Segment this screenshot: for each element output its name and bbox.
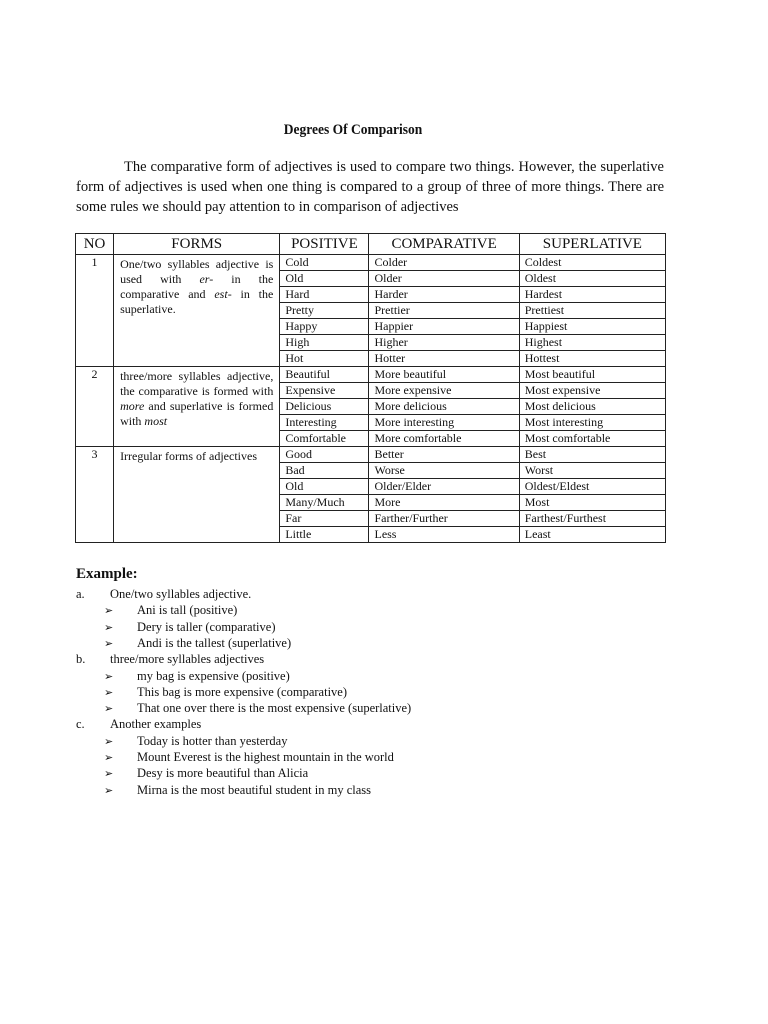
superlative-cell: Most [519, 495, 665, 511]
arrow-bullet-icon: ➢ [104, 637, 114, 650]
positive-cell: Good [280, 447, 369, 463]
superlative-cell: Most comfortable [519, 431, 665, 447]
positive-cell: Delicious [280, 399, 369, 415]
example-item [104, 766, 308, 781]
comparative-cell: Less [369, 527, 519, 543]
superlative-cell: Prettiest [519, 303, 665, 319]
superlative-cell: Best [519, 447, 665, 463]
comparative-cell: Worse [369, 463, 519, 479]
superlative-cell: Least [519, 527, 665, 543]
arrow-bullet-icon: ➢ [104, 752, 114, 764]
positive-cell: High [280, 335, 369, 351]
comparative-cell: More delicious [369, 399, 519, 415]
comparative-cell: Hotter [369, 351, 519, 367]
comparative-cell: More expensive [369, 383, 519, 399]
positive-cell: Bad [280, 463, 369, 479]
superlative-cell: Farthest/Furthest [519, 511, 665, 527]
superlative-cell: Most interesting [519, 415, 665, 431]
example-heading: Example: [76, 566, 138, 582]
positive-cell: Happy [280, 319, 369, 335]
intro-paragraph: The comparative form of adjectives is used to compare two things. However, the superlative form of adjectives is used when one thing is compared to a group of three of more things. There are some rules we should pay attention to in comparison of adjectives [76, 159, 664, 215]
header-positive: POSITIVE [280, 234, 369, 255]
comparative-cell: Better [369, 447, 519, 463]
table-body [76, 255, 666, 543]
example-item [104, 603, 237, 618]
section-letter: a. [76, 587, 85, 601]
example-text: Today is hotter than yesterday [137, 733, 288, 748]
comparative-cell: More beautiful [369, 367, 519, 383]
comparative-cell: More interesting [369, 415, 519, 431]
comparative-cell: Higher [369, 335, 519, 351]
example-text: Mount Everest is the highest mountain in the world [137, 750, 394, 764]
superlative-cell: Most delicious [519, 399, 665, 415]
comparative-cell: Older [369, 271, 519, 287]
table-row [76, 367, 666, 383]
example-item [104, 750, 394, 765]
page-title: Degrees Of Comparison [283, 122, 423, 138]
example-section-label [76, 652, 264, 667]
example-item [104, 783, 371, 798]
positive-cell: Old [280, 271, 369, 287]
example-section-label [76, 587, 251, 602]
arrow-bullet-icon: ➢ [104, 735, 114, 748]
comparative-cell: Harder [369, 287, 519, 303]
superlative-cell: Oldest [519, 271, 665, 287]
positive-cell: Cold [280, 255, 369, 271]
positive-cell: Expensive [280, 383, 369, 399]
comparative-cell: More [369, 495, 519, 511]
example-item [104, 669, 290, 684]
example-section-label [76, 717, 201, 732]
positive-cell: Many/Much [280, 495, 369, 511]
arrow-bullet-icon: ➢ [104, 670, 114, 683]
arrow-bullet-icon: ➢ [104, 605, 114, 618]
form-description: three/more syllables adjective, the comparative is formed with more and superlative is formed with most [114, 367, 280, 447]
positive-cell: Hot [280, 351, 369, 367]
example-text: Ani is tall (positive) [137, 603, 238, 618]
comparative-cell: Happier [369, 319, 519, 335]
comparative-cell: More comfortable [369, 431, 519, 447]
header-no: NO [76, 234, 114, 255]
section-label: Another examples [110, 717, 202, 732]
example-item [104, 734, 287, 749]
positive-cell: Beautiful [280, 367, 369, 383]
positive-cell: Comfortable [280, 431, 369, 447]
example-item [104, 685, 347, 700]
row-number: 3 [76, 447, 114, 543]
table-header-row [76, 234, 666, 255]
comparison-table [75, 233, 666, 543]
comparative-cell: Colder [369, 255, 519, 271]
positive-cell: Pretty [280, 303, 369, 319]
row-number: 2 [76, 367, 114, 447]
table-row [76, 255, 666, 271]
example-item [104, 620, 275, 635]
positive-cell: Little [280, 527, 369, 543]
arrow-bullet-icon: ➢ [104, 621, 114, 634]
header-superlative: SUPERLATIVE [519, 234, 665, 255]
header-comparative: COMPARATIVE [369, 234, 519, 255]
comparative-cell: Prettier [369, 303, 519, 319]
superlative-cell: Happiest [519, 319, 665, 335]
section-letter: b. [76, 652, 86, 667]
form-description: Irregular forms of adjectives [114, 447, 280, 543]
row-number: 1 [76, 255, 114, 367]
form-description: One/two syllables adjective is used with er- in the comparative and est- in the superlative. [114, 255, 280, 367]
example-text: my bag is expensive (positive) [137, 668, 290, 683]
example-text: This bag is more expensive (comparative) [137, 684, 347, 699]
arrow-bullet-icon: ➢ [104, 768, 114, 781]
example-text: Desy is more beautiful than Alicia [137, 766, 309, 781]
example-text: Andi is the tallest (superlative) [137, 635, 292, 650]
section-label: three/more syllables adjectives [110, 652, 265, 667]
arrow-bullet-icon: ➢ [104, 703, 114, 716]
example-item [104, 636, 291, 651]
superlative-cell: Worst [519, 463, 665, 479]
section-letter: c. [76, 717, 85, 732]
example-text: Mirna is the most beautiful student in my class [137, 782, 371, 797]
arrow-bullet-icon: ➢ [104, 686, 114, 699]
superlative-cell: Highest [519, 335, 665, 351]
example-text: Dery is taller (comparative) [137, 619, 276, 634]
header-forms: FORMS [114, 234, 280, 255]
positive-cell: Old [280, 479, 369, 495]
comparative-cell: Older/Elder [369, 479, 519, 495]
superlative-cell: Oldest/Eldest [519, 479, 665, 495]
positive-cell: Far [280, 511, 369, 527]
example-item [104, 701, 411, 716]
positive-cell: Hard [280, 287, 369, 303]
table-row [76, 447, 666, 463]
superlative-cell: Hardest [519, 287, 665, 303]
superlative-cell: Hottest [519, 351, 665, 367]
example-text: That one over there is the most expensive (superlative) [137, 701, 412, 716]
superlative-cell: Most expensive [519, 383, 665, 399]
arrow-bullet-icon: ➢ [104, 784, 114, 797]
superlative-cell: Coldest [519, 255, 665, 271]
positive-cell: Interesting [280, 415, 369, 431]
superlative-cell: Most beautiful [519, 367, 665, 383]
comparative-cell: Farther/Further [369, 511, 519, 527]
section-label: One/two syllables adjective. [110, 587, 252, 601]
